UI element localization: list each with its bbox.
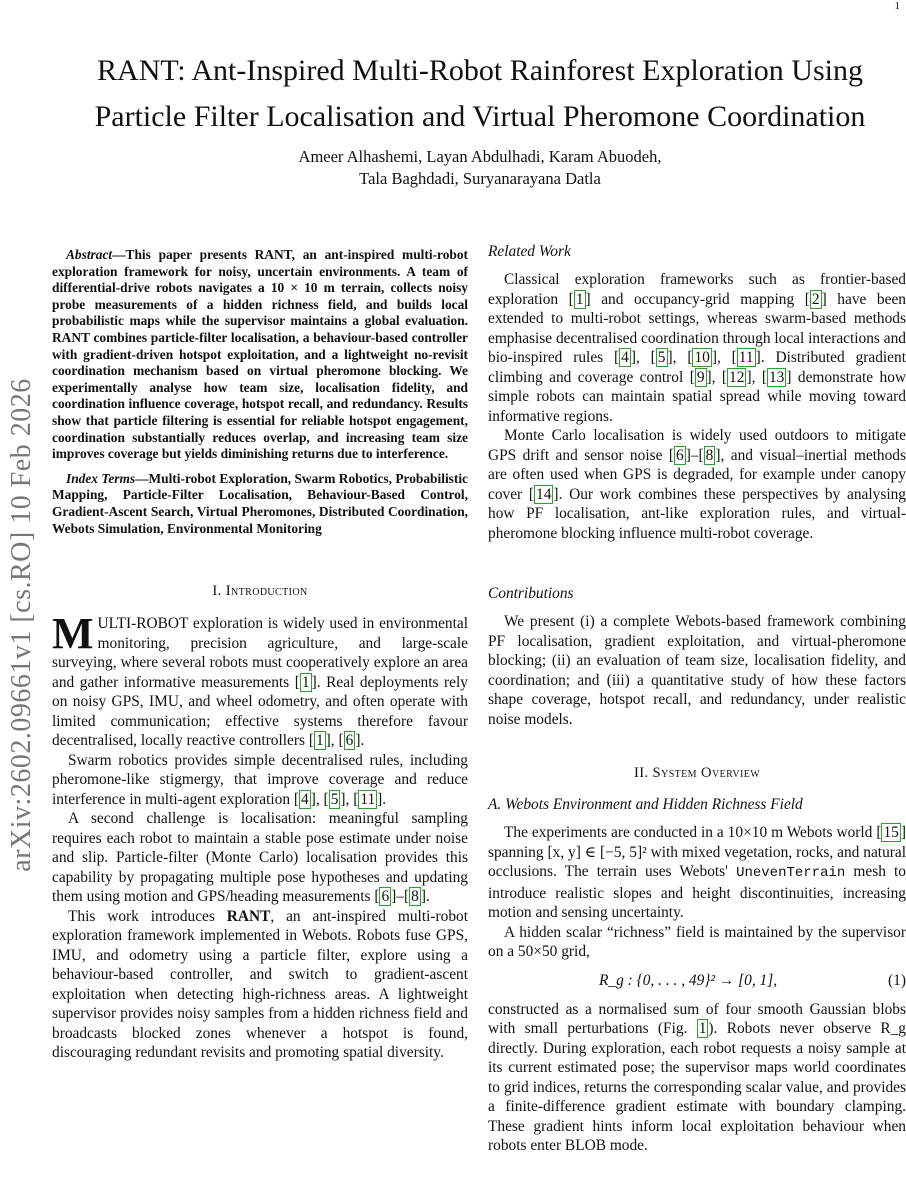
rant-name: RANT bbox=[226, 907, 271, 925]
abstract-label: Abstract bbox=[66, 247, 113, 262]
contributions-paragraph: We present (i) a complete Webots-based framework combining PF localisation, gradient exploitation, and virtual-pheromone blocking; (ii) an evaluation of team size, localisation fidelity, and coordination; and (iii) a quantitative study of how these factors shape coverage, hotspot recall, and redundancy, under realistic noise models. bbox=[488, 613, 906, 728]
left-column bbox=[52, 243, 468, 1063]
page-number: 1 bbox=[894, 0, 900, 12]
index-terms-label: Index Terms bbox=[66, 470, 136, 486]
section-heading-introduction: I. Introduction bbox=[212, 583, 308, 600]
right-column bbox=[488, 243, 906, 1156]
citation-link[interactable]: 13 bbox=[768, 368, 785, 386]
citation-link[interactable]: 12 bbox=[729, 368, 745, 386]
abstract-text: —This paper presents RANT, an ant-inspired multi-robot exploration framework for noisy, uncertain environments. A team of differential-drive robots navigates a 10 × 10 m terrain, collects noisy probe measurements of a hidden richness field, and builds local probabilistic maps while the supervisor maintains a global evaluation. RANT combines particle-filter localisation, a behaviour-based controller with gradient-driven hotspot exploitation, and a lightweight no-revisit coordination mechanism based on virtual pheromone blocking. We experimentally analyse how team size, localisation fidelity, and coordination influence coverage, hotspot recall, and redundancy. Results show that particle filtering is essential for reliable hotspot engagement, coordination substantially reduces overlap, and increasing team size improves coverage but yields diminishing returns due to interference. bbox=[52, 247, 468, 462]
system-paragraph-1: The experiments are conducted in a 10×10 m Webots world [ 15 ] spanning [x, y] ∈ [−5, 5]² with mixed vegetation, rocks, and natural occlusions. The terrain uses Webots' UnevenTerrain mesh to introduce realistic slopes and height discontinuities, increasing motion and sensing uncertainty. bbox=[488, 824, 906, 921]
figure-reference-link[interactable]: 1 bbox=[698, 1020, 707, 1037]
intro-lead-word: ULTI-ROBOT bbox=[97, 615, 189, 633]
equation-number: (1) bbox=[888, 971, 906, 989]
citation-link[interactable]: 1 bbox=[301, 673, 310, 691]
citation-link[interactable]: 4 bbox=[621, 349, 629, 366]
citation-link[interactable]: 5 bbox=[330, 790, 339, 808]
intro-paragraph-1: MULTI-ROBOT exploration is widely used in environmental monitoring, precision agriculture, and large-scale surveying, where several robots must cooperatively explore an area and gather informative measurements [ 1 ]. Real deployments rely on noisy GPS, IMU, and wheel odometry, and often operate with limited communication; effective systems therefore favour decentralised, locally reactive controllers [ 1 ], [ 6 ]. bbox=[52, 609, 468, 750]
paper-title: RANT: Ant-Inspired Multi-Robot Rainforest Exploration Using Particle Filter Localisation and Virtual Pheromone Coordination bbox=[94, 54, 866, 133]
section-heading-system-overview: II. System Overview bbox=[633, 765, 761, 781]
intro-paragraph-2: Swarm robotics provides simple decentralised rules, including pheromone-like stigmergy, that improve coverage and reduce interference in multi-agent exploration [ 4 ], [ 5 ], [ 11 ]. bbox=[52, 751, 468, 808]
citation-link[interactable]: 11 bbox=[738, 349, 754, 366]
related-paragraph-1: Classical exploration frameworks such as frontier-based exploration [ 1 ] and occupancy-grid mapping [ 2 ] have been extended to multi-robot settings, whereas swarm-based methods emphasise decentralised coordination through local interactions and bio-inspired rules [ 4 ], [ 5 ], [ 10 ], [ 11 ]. Distributed gradient climbing and coverage control [ 9 ], [ 12 ], [ 13 ] demonstrate how simple robots can maintain spatial spread while moving toward informative regions. bbox=[488, 271, 906, 425]
citation-link[interactable]: 4 bbox=[301, 790, 309, 808]
citation-link[interactable]: 8 bbox=[411, 888, 419, 906]
related-work-heading: Related Work bbox=[488, 243, 571, 260]
citation-link[interactable]: 6 bbox=[381, 888, 390, 906]
citation-link[interactable]: 8 bbox=[705, 446, 714, 464]
authors-line-1: Ameer Alhashemi, Layan Abdulhadi, Karam Abuodeh, bbox=[298, 147, 662, 166]
citation-link[interactable]: 1 bbox=[315, 732, 324, 750]
citation-link[interactable]: 5 bbox=[657, 349, 666, 366]
equation-1 bbox=[488, 972, 906, 990]
citation-link[interactable]: 11 bbox=[360, 790, 376, 808]
subsection-heading-webots-environment: A. Webots Environment and Hidden Richness Field bbox=[488, 796, 803, 813]
citation-link[interactable]: 1 bbox=[575, 290, 584, 308]
system-paragraph-3: constructed as a normalised sum of four smooth Gaussian blobs with small perturbations (Fig. 1 ). Robots never observe R_g directly. During exploration, each robot requests a noisy sample at its current estimated pose; the supervisor maps world coordinates to grid indices, returns the corresponding scalar value, and provides a finite-difference gradient estimate with boundary clamping. These gradient hints inform local exploitation behaviour when robots enter BLOB mode. bbox=[488, 1000, 906, 1154]
equation-body: R_g : {0, . . . , 49}² → [0, 1], bbox=[598, 971, 778, 989]
contributions-heading: Contributions bbox=[488, 585, 574, 602]
citation-link[interactable]: 6 bbox=[675, 446, 684, 464]
related-paragraph-2: Monte Carlo localisation is widely used outdoors to mitigate GPS drift and sensor noise [ 6 ]–[ 8 ], and visual–inertial methods are often used when GPS is degraded, for example under canopy cover [ 14 ]. Our work combines these perspectives by analysing how PF localisation, ant-like exploration rules, and virtual-pheromone blocking influence multi-robot coverage. bbox=[488, 427, 906, 542]
intro-paragraph-4: This work introduces RANT, an ant-inspired multi-robot exploration framework implemented in Webots. Robots fuse GPS, IMU, and odometry using a particle filter, explore using a behaviour-based controller, and switch to gradient-ascent exploitation when detecting high-richness areas. A lightweight supervisor provides noisy samples from a hidden richness field and broadcasts blocked zones whenever a hotspot is found, discouraging redundant revisits and promoting spatial diversity. bbox=[52, 907, 468, 1062]
citation-link[interactable]: 2 bbox=[811, 290, 820, 308]
arxiv-identifier-text: arXiv:2602.09661v1 [cs.RO] 10 Feb 2026 bbox=[6, 378, 37, 872]
citation-link[interactable]: 6 bbox=[345, 732, 354, 750]
index-terms-text: —Multi-robot Exploration, Swarm Robotics, Probabilistic Mapping, Particle-Filter Localisation, Behaviour-Based Control, Gradient-Ascent Search, Virtual Pheromones, Distributed Coordination, Webots Simulation, Environmental Monitoring bbox=[52, 470, 468, 536]
code-uneven-terrain: UnevenTerrain bbox=[736, 865, 846, 881]
abstract bbox=[52, 247, 468, 463]
system-paragraph-2: A hidden scalar “richness” field is maintained by the supervisor on a 50×50 grid, bbox=[488, 923, 906, 960]
intro-paragraph-3: A second challenge is localisation: meaningful sampling requires each robot to maintain a stable pose estimate under noise and slip. Particle-filter (Monte Carlo) localisation provides this capability by propagating multiple pose hypotheses and updating them using motion and GPS/heading measurements [ 6 ]–[ 8 ]. bbox=[52, 810, 468, 906]
citation-link[interactable]: 10 bbox=[694, 349, 710, 366]
author-list bbox=[60, 146, 900, 190]
drop-cap: M bbox=[52, 609, 94, 659]
citation-link[interactable]: 9 bbox=[696, 368, 705, 386]
authors-line-2: Tala Baghdadi, Suryanarayana Datla bbox=[359, 169, 601, 188]
index-terms bbox=[52, 471, 468, 537]
citation-link[interactable]: 15 bbox=[883, 824, 899, 841]
arxiv-identifier bbox=[2, 315, 42, 935]
citation-link[interactable]: 14 bbox=[536, 485, 552, 503]
